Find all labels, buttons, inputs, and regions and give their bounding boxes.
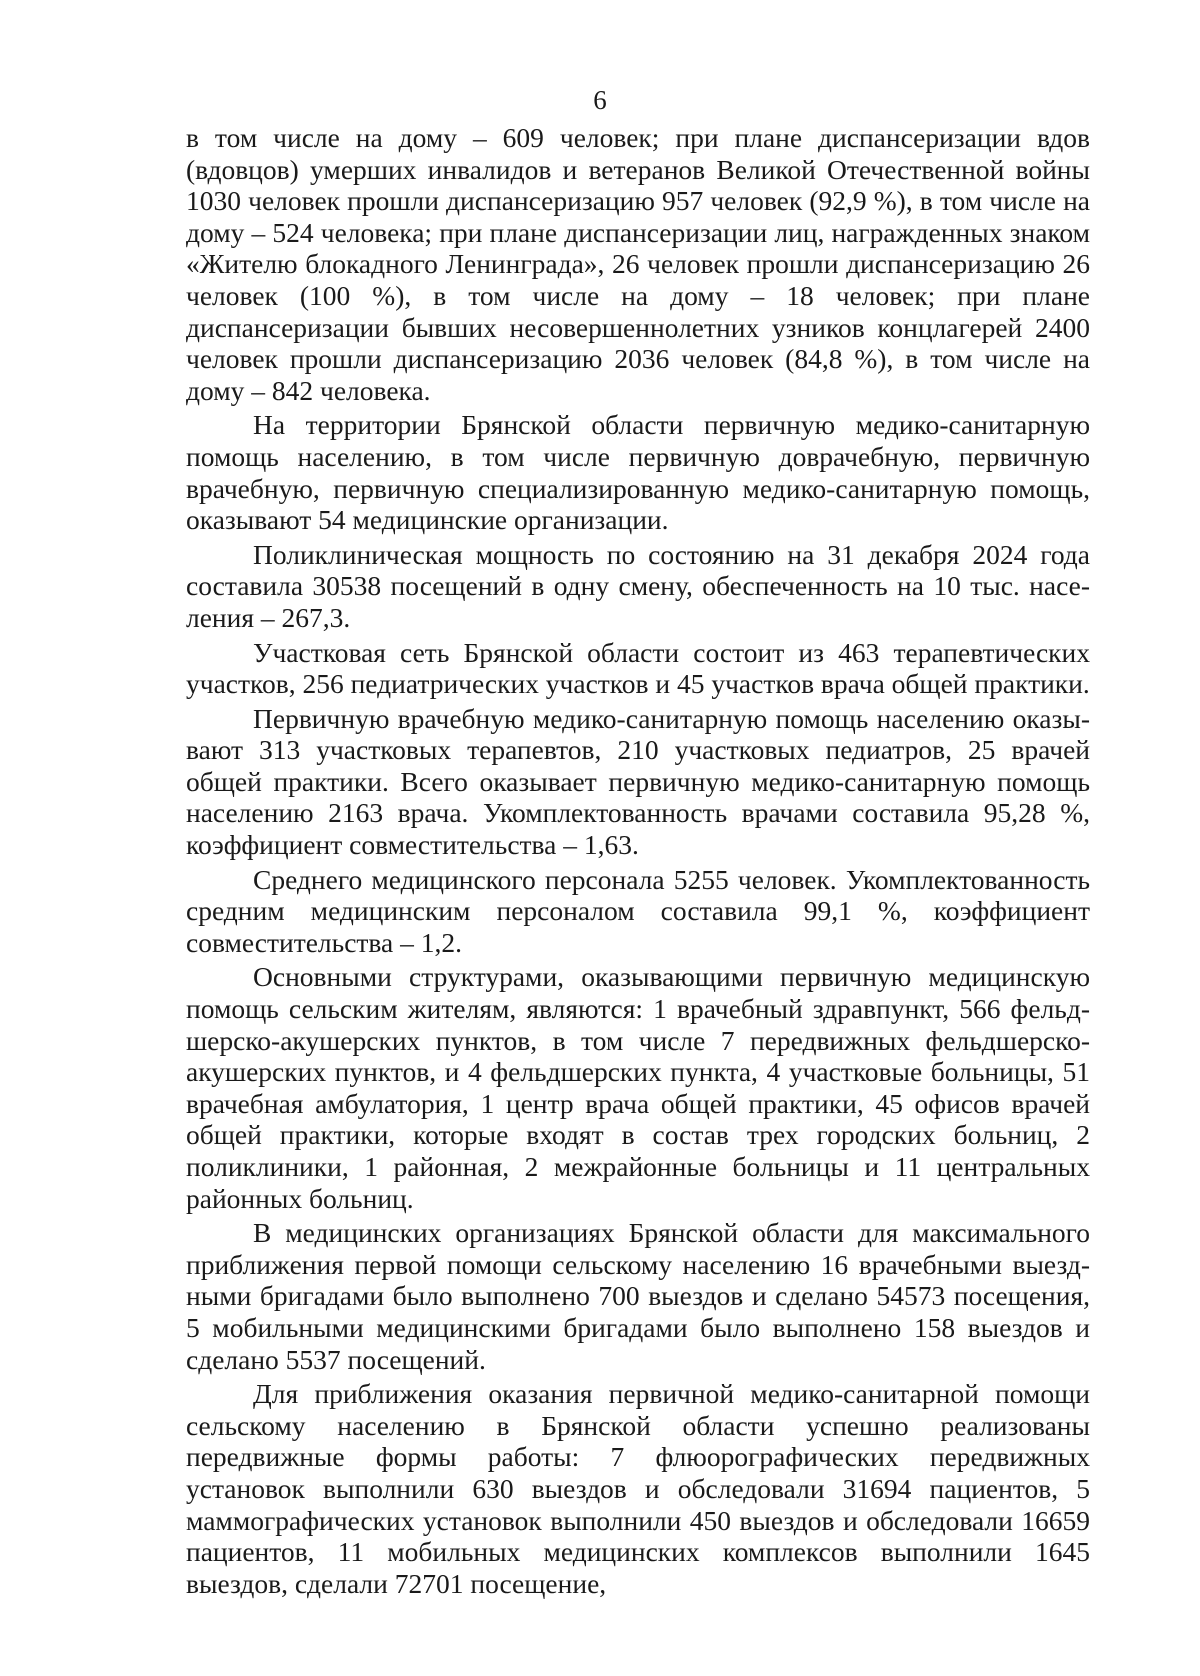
- paragraph-mobile-teams: В медицинских организациях Брянской области для максимального приближения первой помощи сельскому населению 16 врачебными выездными бригадами было выполнено 700 выездов и сделано 54573 посещения, 5 мобильными медицинскими бригадами было выполнено 158 выездов и сделано 5537 посещений.: [186, 1217, 1090, 1375]
- paragraph-polyclinic-capacity: Поликлиническая мощность по состоянию на 31 декабря 2024 года составила 30538 посещений в одну смену, обеспеченность на 10 тыс. населения – 267,3.: [186, 538, 1090, 633]
- paragraph-rural-structures: Основными структурами, оказывающими первичную медицинскую помощь сельским жителям, являются: 1 врачебный здравпункт, 566 фельдшерско-акушерских пунктов, в том числе 7 передвижных фельдшерско-акушерских пунктов, и 4 фельдшерских пункта, 4 участковые больницы, 51 врачебная амбулатория, 1 центр врача общей практики, 45 офисов врачей общей практики, которые входят в состав трех городских больниц, 2 поликлиники, 1 районная, 2 межрайонные больницы и 11 центральных районных больниц.: [186, 961, 1090, 1214]
- page-number: 6: [593, 85, 607, 115]
- paragraph-primary-care-organizations: На территории Брянской области первичную медико-санитарную помощь населению, в том числе первичную доврачебную, первичную врачебную, первичную специализированную медико-санитарную помощь, оказывают 54 медицинские организации.: [186, 409, 1090, 536]
- paragraph-primary-physician-staffing: Первичную врачебную медико-санитарную помощь населению оказывают 313 участковых терапевтов, 210 участковых педиатров, 25 врачей общей практики. Всего оказывает первичную медико-санитарную помощь населению 2163 врача. Укомплектованность врачами составила 95,28 %, коэффициент совместительства – 1,63.: [186, 702, 1090, 861]
- paragraph-district-network: Участковая сеть Брянской области состоит из 463 терапевтических участков, 256 педиатрических участков и 45 участков врача общей практики.: [186, 636, 1090, 700]
- paragraph-nursing-staff: Среднего медицинского персонала 5255 человек. Укомплектованность средним медицинским персоналом составила 99,1 %, коэффициент совместительства – 1,2.: [186, 863, 1090, 958]
- paragraph-dispensarization-continued: в том числе на дому – 609 человек; при плане диспансеризации вдов (вдовцов) умерших инвалидов и ветеранов Великой Отечественной войны 1030 человек прошли диспансеризацию 957 человек (92,9 %), в том числе на дому – 524 человека; при плане диспансеризации лиц, награжденных знаком «Жителю блокадного Ленинграда», 26 человек прошли диспансеризацию 26 человек (100 %), в том числе на дому – 18 человек; при плане диспансеризации бывших несовершеннолетних узников концлагерей 2400 человек прошли диспансеризацию 2036 человек (84,8 %), в том числе на дому – 842 человека.: [186, 122, 1090, 406]
- paragraph-mobile-forms: Для приближения оказания первичной медико-санитарной помощи сельскому населению в Брянской области успешно реализованы передвижные формы работы: 7 флюорографических передвижных установок выполнили 630 выездов и обследовали 31694 пациентов, 5 маммографических установок выполнили 450 выездов и обследовали 16659 пациентов, 11 мобильных медицинских комплексов выполнили 1645 выездов, сделали 72701 посещение,: [186, 1378, 1090, 1599]
- document-body: [186, 122, 1090, 1602]
